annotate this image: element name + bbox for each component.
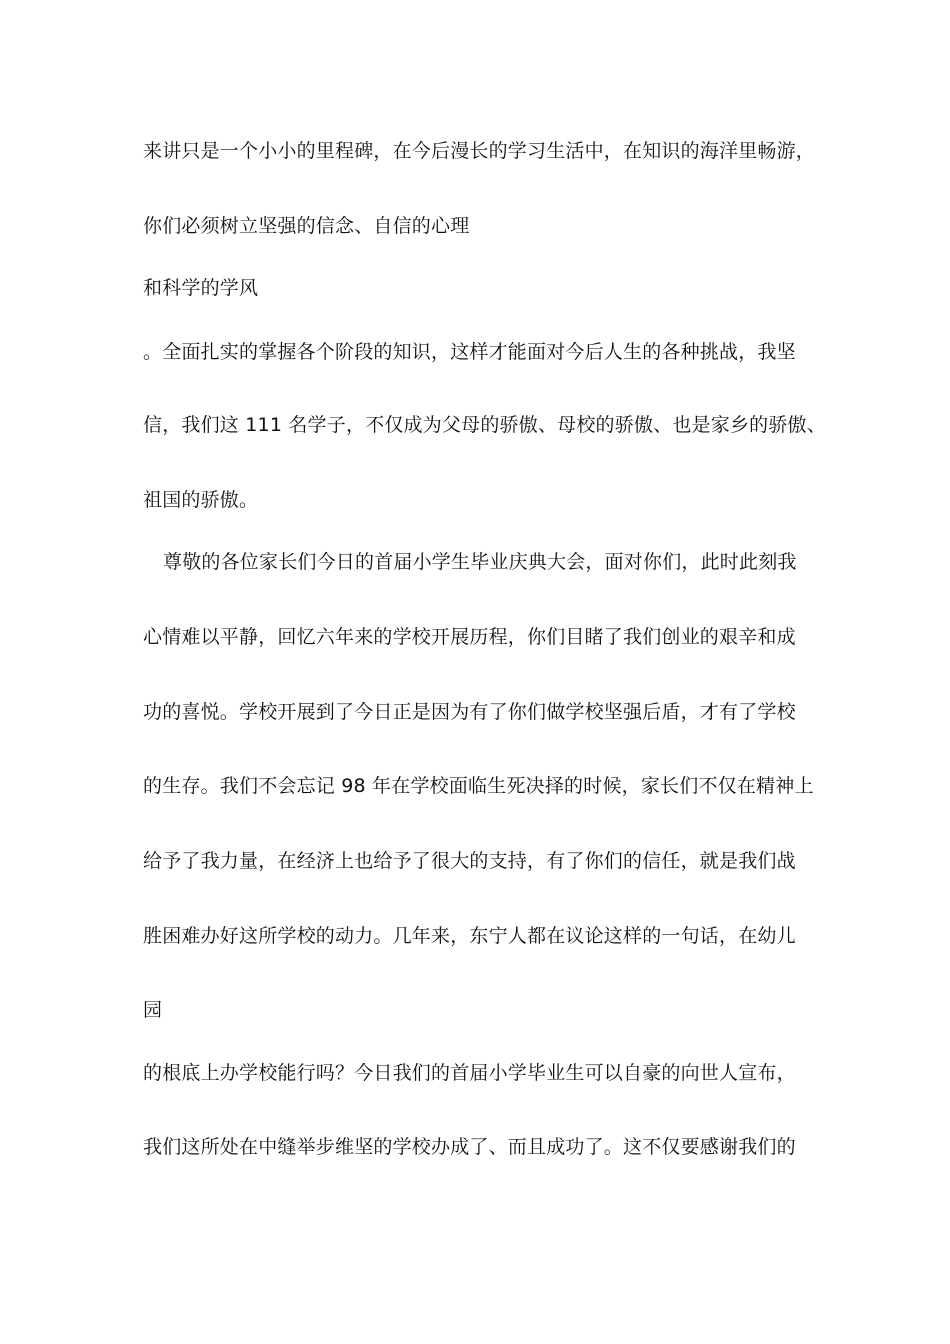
- text-line-15: 我们这所处在中缝举步维坚的学校办成了、而且成功了。这不仅要感谢我们的: [143, 1136, 796, 1158]
- text-line-4: 。全面扎实的掌握各个阶段的知识，这样才能面对今后人生的各种挑战，我坚: [143, 341, 796, 363]
- text-line-2: 你们必须树立坚强的信念、自信的心理: [143, 215, 470, 237]
- text-line-10: 的生存。我们不会忘记 98 年在学校面临生死决择的时候，家长们不仅在精神上: [143, 775, 814, 797]
- text-line-8: 心情难以平静，回忆六年来的学校开展历程，你们目睹了我们创业的艰辛和成: [143, 626, 796, 648]
- text-line-14: 的根底上办学校能行吗？今日我们的首届小学毕业生可以自豪的向世人宣布，: [143, 1062, 796, 1084]
- text-line-9: 功的喜悦。学校开展到了今日正是因为有了你们做学校坚强后盾，才有了学校: [143, 701, 796, 723]
- text-line-1: 来讲只是一个小小的里程碑，在今后漫长的学习生活中，在知识的海洋里畅游，: [143, 140, 816, 162]
- text-line-12: 胜困难办好这所学校的动力。几年来，东宁人都在议论这样的一句话，在幼儿: [143, 925, 796, 947]
- text-line-6: 祖国的骄傲。: [143, 489, 259, 511]
- text-line-13: 园: [143, 999, 163, 1021]
- paragraph-start-line: 尊敬的各位家长们今日的首届小学生毕业庆典大会，面对你们，此时此刻我: [163, 551, 797, 573]
- text-line-3: 和科学的学风: [143, 277, 259, 299]
- text-line-5: 信，我们这 111 名学子，不仅成为父母的骄傲、母校的骄傲、也是家乡的骄傲、: [143, 414, 826, 436]
- text-line-11: 给予了我力量，在经济上也给予了很大的支持，有了你们的信任，就是我们战: [143, 850, 796, 872]
